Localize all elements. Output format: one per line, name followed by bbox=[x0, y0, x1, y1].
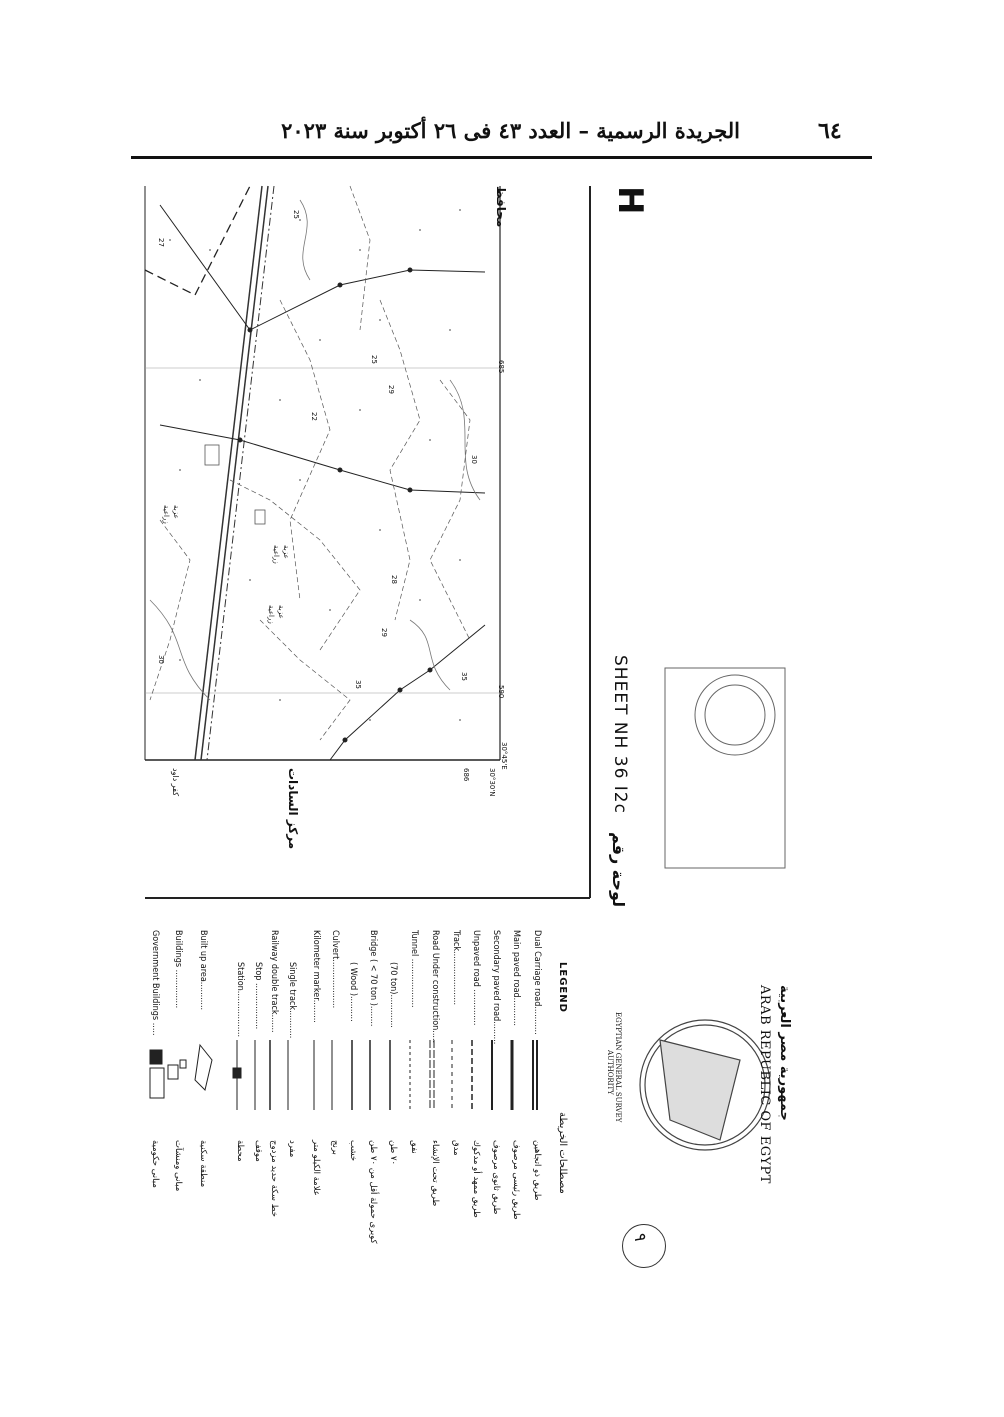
legend-item-label: Stop .................. bbox=[253, 962, 263, 1030]
place-label: زراعية bbox=[162, 505, 170, 524]
legend-item-label: Dual Carriage road........... bbox=[532, 930, 542, 1035]
contour-label: 35 bbox=[354, 680, 362, 689]
district-label: مركز السادات bbox=[286, 768, 300, 850]
legend-item-label: Buildings ............... bbox=[173, 930, 183, 1009]
legend-item-label: Secondary paved road......... bbox=[491, 930, 501, 1045]
power-line bbox=[160, 205, 485, 760]
legend-item-label-ar: علامة الكيلو متر bbox=[311, 1140, 321, 1196]
survey-authority-emblem bbox=[640, 1020, 770, 1150]
legend-item-label: Station.................. bbox=[235, 962, 245, 1038]
contour-label: 27 bbox=[157, 238, 165, 247]
sheet-number-label-ar: لوحة رقم bbox=[609, 832, 628, 908]
legend-item-label-ar: برنج bbox=[330, 1140, 340, 1155]
legend-item-label: Kilometer marker......... bbox=[311, 930, 321, 1023]
grid-label-3: 686 bbox=[462, 768, 470, 782]
legend-item-label: Culvert................... bbox=[330, 930, 340, 1009]
map-grid bbox=[145, 368, 500, 693]
legend-item-label-ar: طريق ثانوى مرصوف bbox=[491, 1140, 501, 1215]
contour-label: 29 bbox=[380, 628, 388, 637]
bottom-place-label: كفر داود bbox=[171, 768, 180, 797]
legend-item-label: ( Wood ).......... bbox=[348, 962, 358, 1022]
contour-label: 25 bbox=[370, 355, 378, 364]
grid-label-1: 685 bbox=[497, 360, 505, 374]
legend-item-label-ar: طريق تحت الإنشاء bbox=[430, 1140, 440, 1207]
place-label: عزبة bbox=[277, 605, 285, 619]
sheet-letter: H bbox=[610, 186, 650, 215]
legend-item-label-ar: مبانى ومنشآت bbox=[173, 1140, 183, 1192]
legend-item-label: Single track........... bbox=[287, 962, 297, 1039]
grid-label-2: 590 bbox=[497, 685, 505, 699]
page-mark: ٩ bbox=[631, 1233, 650, 1242]
contour-label: 28 bbox=[390, 575, 398, 584]
map-frame bbox=[145, 186, 590, 898]
legend-item-label-ar: ٧٠ طن bbox=[388, 1140, 398, 1166]
legend-item-label: Road Under construction..... bbox=[430, 930, 440, 1044]
legend-item-label-ar: مفرد bbox=[287, 1140, 297, 1158]
country-name-ar: جمهورية مصر العربية bbox=[777, 985, 792, 1121]
legend-item-label-ar: موقف bbox=[253, 1140, 263, 1162]
contour-lines bbox=[150, 200, 480, 700]
gazette-header-title: الجريدة الرسمية – العدد ٤٣ فى ٢٦ أكتوبر سنة ٢٠٢٣ bbox=[281, 118, 740, 143]
legend-title: LEGEND bbox=[557, 962, 568, 1013]
contour-label: 25 bbox=[292, 210, 300, 219]
place-label: زراعية bbox=[272, 545, 280, 564]
legend-item-label-ar: طريق ممهد أو مدكوك bbox=[471, 1140, 481, 1218]
legend-item-label: Main paved road........... bbox=[511, 930, 521, 1026]
legend-item-label: Built up area........... bbox=[198, 930, 208, 1011]
lon-coord: 30°45'E bbox=[500, 742, 508, 770]
contour-label: 22 bbox=[310, 412, 318, 421]
contour-label: 30 bbox=[470, 455, 478, 464]
lat-coord: 30°30'N bbox=[488, 768, 496, 797]
survey-authority-name-2: AUTHORITY bbox=[606, 1050, 614, 1095]
legend-item-label-ar: طريق رئيسى مرصوف bbox=[511, 1140, 521, 1220]
survey-authority-name: EGYPTIAN GENERAL SURVEY bbox=[614, 1012, 622, 1123]
country-name-en: ARAB REPUBLIC OF EGYPT bbox=[757, 985, 772, 1184]
dual-carriage-road bbox=[195, 186, 274, 760]
legend-item-label-ar: مبانى حكومية bbox=[150, 1140, 160, 1188]
legend-item-label-ar: مدق bbox=[451, 1140, 461, 1156]
legend-item-label-ar: كوبرى حمولة أقل من ٧٠ طن bbox=[368, 1140, 378, 1244]
contour-label: 29 bbox=[387, 385, 395, 394]
legend-item-label: Tunnel ................... bbox=[409, 930, 419, 1008]
place-label: عزبة bbox=[172, 505, 180, 519]
legend-title-ar: مصطلحات الخريطة bbox=[557, 1112, 568, 1194]
page-number: ٦٤ bbox=[818, 118, 842, 144]
legend-item-label-ar: خشب bbox=[348, 1140, 358, 1162]
legend-item-label-ar: نفق bbox=[409, 1140, 419, 1154]
contour-label: 30 bbox=[157, 655, 165, 664]
legend-item-label: (70 ton)............. bbox=[388, 962, 398, 1028]
legend-item-label: Railway double track....... bbox=[269, 930, 279, 1033]
legend-item-label: Government Buildings ..... bbox=[150, 930, 160, 1036]
page-mark-circle bbox=[622, 1224, 666, 1268]
legend-item-label-ar: طريق ذو اتجاهين bbox=[532, 1140, 542, 1201]
building-marks bbox=[205, 445, 265, 524]
contour-label: 35 bbox=[460, 672, 468, 681]
legend-item-label: Unpaved road .............. bbox=[471, 930, 481, 1026]
legend-symbols bbox=[150, 1040, 537, 1110]
place-label: عزبة bbox=[282, 545, 290, 559]
legend-item-label-ar: خط سكة حديد مزدوج bbox=[269, 1140, 279, 1217]
legend-item-label-ar: محطة bbox=[235, 1140, 245, 1162]
governorate-label: محافظ bbox=[494, 186, 508, 228]
field-boundaries bbox=[150, 186, 470, 740]
sheet-number-label: SHEET NH 36 I2c bbox=[610, 655, 630, 814]
place-label: زراعية bbox=[267, 605, 275, 624]
legend-item-label-ar: منطقة سكنية bbox=[198, 1140, 208, 1188]
legend-item-label: Bridge ( < 70 ton )........ bbox=[368, 930, 378, 1027]
legend-item-label: Track..................... bbox=[451, 930, 461, 1006]
official-stamp bbox=[665, 668, 785, 868]
